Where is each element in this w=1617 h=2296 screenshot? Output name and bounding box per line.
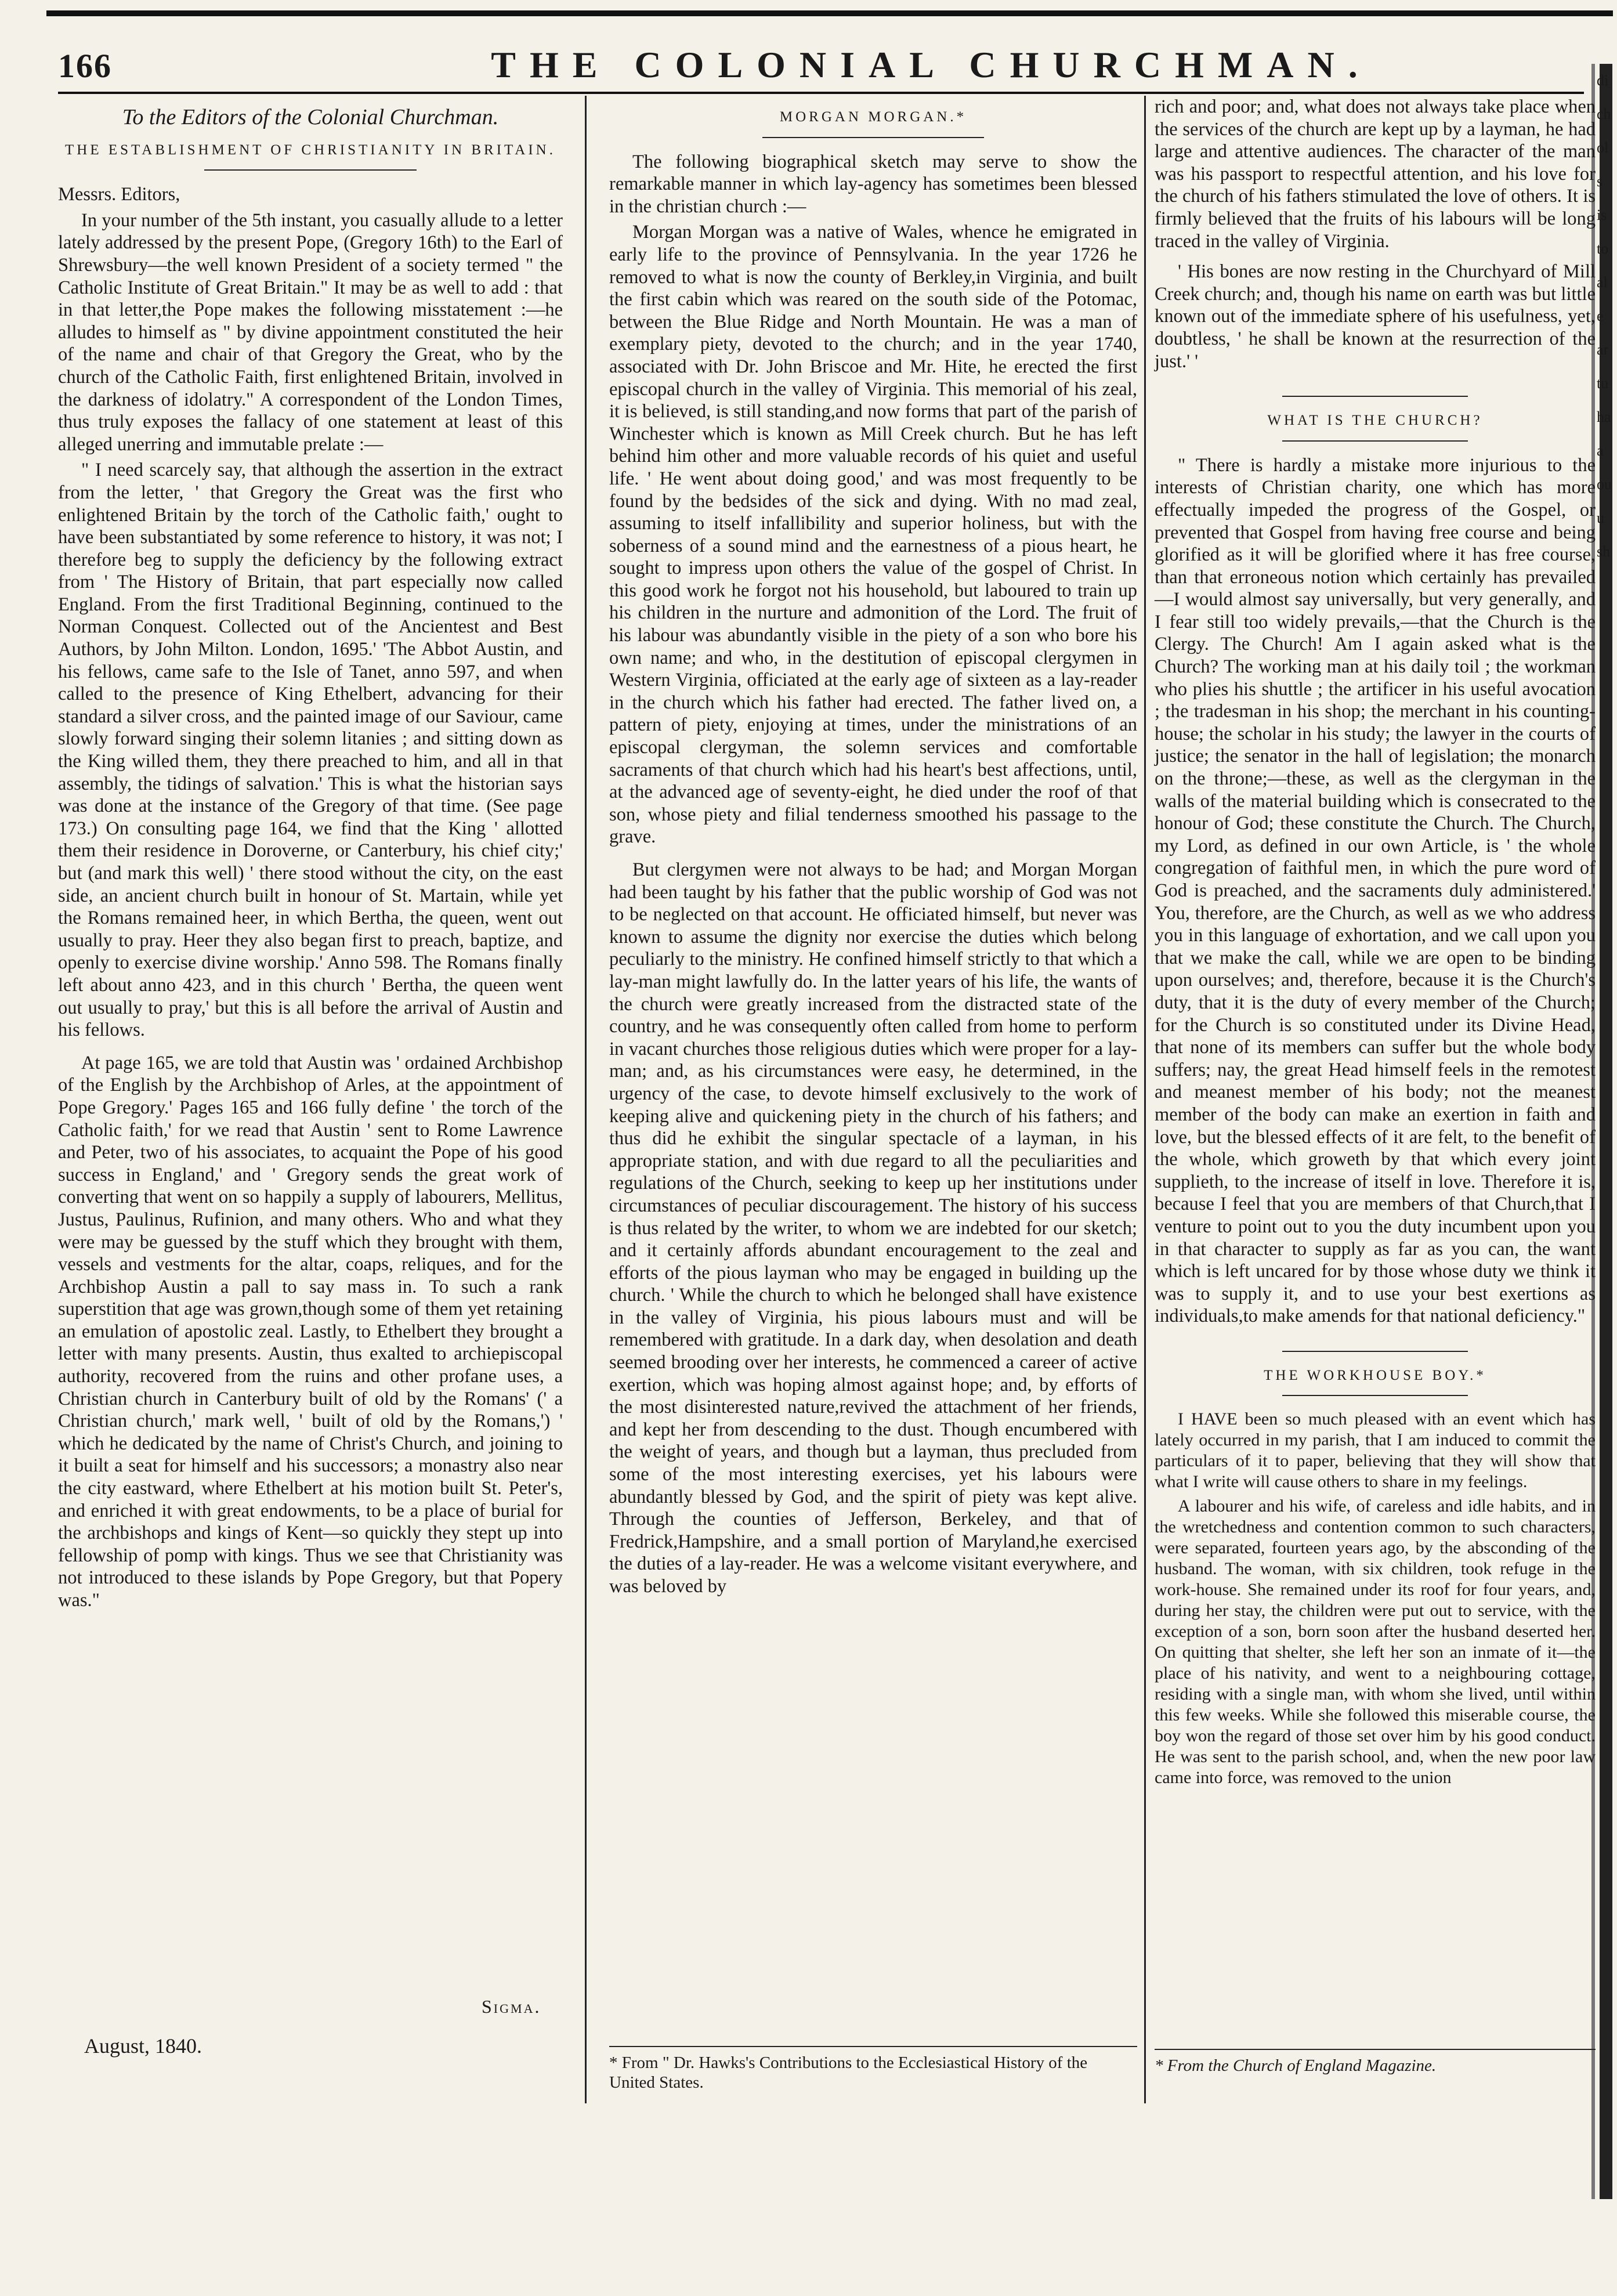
- margin-fragment: sh: [1597, 543, 1611, 560]
- heading-rule: [1282, 440, 1467, 442]
- paragraph: ' His bones are now resting in the Churchyard of Mill Creek church; and, though his name on earth was but little known out of the immediate sphere of his usefulness, yet, doubtless, ' he shall be known at the resurrection of the just.' ': [1155, 261, 1596, 372]
- page-number: 166: [58, 47, 112, 85]
- margin-fragment: ha: [1597, 408, 1611, 425]
- section-rule: [1282, 396, 1467, 397]
- paragraph: A labourer and his wife, of careless and idle habits, and in the wretchedness and contention common to such characters, were separated, fourteen years ago, by the absconding of the husband. The woman, with six children, took refuge in the work-house. She remained under its roof for four years, and, during her stay, the children were put out to service, with the exception of a son, born soon after the husband deserted her. On quitting that shelter, she left her son an inmate of it—the place of his nativity, and went to a neighbouring cottage, residing with a single man, with whom she lived, until within this few weeks. While she followed this miserable course, the boy won the regard of those set over him by his good conduct. He was sent to the parish school, and, when the new poor law came into force, was removed to the union: [1155, 1496, 1596, 1788]
- article-title-morgan: MORGAN MORGAN.*: [779, 109, 967, 125]
- article-title-workhouse: THE WORKHOUSE BOY.*: [1264, 1367, 1486, 1383]
- margin-fragment: a: [1597, 442, 1604, 459]
- column-3: [1155, 96, 1596, 1792]
- heading-rule: [1282, 1395, 1467, 1396]
- signature: Sigma.: [482, 1996, 541, 2017]
- margin-fragment: ar: [1597, 341, 1609, 358]
- footnote-workhouse: [1155, 2034, 1596, 2079]
- salutation: Messrs. Editors,: [58, 184, 180, 205]
- heading-rule: [204, 169, 416, 171]
- margin-fragment: is: [1597, 207, 1607, 223]
- quoted-paragraph: " I need scarcely say, that although the assertion in the extract from the letter, ' that Gregory the Great was the first who enlightened Britain by the torch of the Catholic faith,' ought to have been substantiated by some reference to history, it was not; I therefore beg to supply the deficiency by the following extract from ' The History of Britain, that part especially now called England. From the first Traditional Beginning, continued to the Norman Conquest. Collected out of the Ancientest and Best Authors, by John Milton. London, 1695.' 'The Abbot Austin, and his fellows, came safe to the Isle of Tanet, anno 597, and when called to the presence of King Ethelbert, advancing for their standard a silver cross, and the painted image of our Saviour, came slowly forward singing their solemn litanies ; and sitting down as the King willed them, they there preached to him, and all in that assembly, the tidings of salvation.' This is what the historian says was done at the instance of the Gregory of that time. (See page 173.) On consulting page 164, we find that the King ' allotted them their residence in Doroverne, or Canterbury, his chief city;' but (and mark this well) ' there stood without the city, on the east side, an ancient church built in honour of St. Martain, while yet the Romans remained heer, in which Bertha, the queen, went out usually to pray. Heer they also began first to preach, baptize, and openly to exercise divine worship.' Anno 598. The Romans finally left about anno 423, and in this church ' Bertha, the queen went out usually to pray,' but this is all before the arrival of Austin and his fellows.: [58, 460, 563, 1041]
- section-rule: [1282, 1351, 1467, 1352]
- paragraph: " There is hardly a mistake more injurious to the interests of Christian charity, one which has more effectually impeded the progress of the Gospel, or prevented that Gospel from having free course and being glorified as it will be glorified where it has free course, than that erroneous notion which certainly has prevailed —I would almost say universally, but very generally, and I fear still too widely prevails,—that the Church is the Clergy. The Church! Am I again asked what is the Church? The working man at his daily toil ; the workman who plies his shuttle ; the artificer in his useful avocation ; the tradesman in his shop; the merchant in his counting-house; the scholar in his study; the lawyer in the courts of justice; the senator in the hall of legislation; the monarch on the throne;—these, as well as the clergyman in the walls of the material building which is consecrated to the honour of God; these constitute the Church. The Church, my Lord, as defined in our own Article, is ' the whole congregation of faithful men, in which the pure word of God is preached, and the sacraments duly administered.' You, therefore, are the Church, as well as we who address you in this language of exhortation, and we call upon you that we make the call, while we are open to be binding upon ourselves; and, therefore, because it is the Church's duty, that it is the duty of every member of the Church; for the Church is so constituted under its Divine Head, that none of its members can suffer but the whole body suffers; nay, the great Head himself feels in the remotest and meanest member of his body; not the meanest member of the body can make an exertion in faith and love, but the blessed effects of it are felt, to the benefit of the whole, which groweth by that which every joint supplieth, to the increase of itself in love. Therefore it is, because I feel that you are members of that Church,that I venture to point out to you the duty incumbent upon you in that character to supply as far as you can, the want which is left uncared for by those whose duty we think it was to supply it, and to use your best exertions as individuals,to make amends for that national deficiency.": [1155, 454, 1596, 1327]
- article-title-church: WHAT IS THE CHURCH?: [1267, 413, 1483, 429]
- paragraph: In your number of the 5th instant, you casually allude to a letter lately addressed by the present Pope, (Gregory 16th) to the Earl of Shrewsbury—the well known President of a society termed " the Catholic Institute of Great Britain." It may be as well to add : that in that letter,the Pope makes the following misstatement :—he alludes to himself as " by divine appointment constituted the heir of the name and chair of that Gregory the Great, who by the church of the Catholic Faith, first enlightened Britain, involved in the darkness of idolatry." A correspondent of the London Times, thus truly exposes the fallacy of one statement at least of this alleged unerring and immutable prelate :—: [58, 209, 563, 455]
- article-title-establishment: THE ESTABLISHMENT OF CHRISTIANITY IN BRITAIN.: [65, 142, 556, 158]
- margin-fragment: tu: [1597, 375, 1609, 392]
- paragraph: But clergymen were not always to be had; and Morgan Morgan had been taught by his father that the public worship of God was not to be neglected on that account. He officiated himself, but never was known to assume the dignity nor exercise the duties which belong peculiarly to the ministry. He confined himself strictly to that which a lay-man might lawfully do. In the latter years of his life, the wants of the church were greatly increased from the distracted state of the country, and he was consequently often called from home to perform in vacant churches those religious duties which were proper for a lay-man; and, as his circumstances were easy, he determined, in the urgency of the case, to devote himself exclusively to the work of keeping alive and quickening piety in the church of his fathers; and thus did he exhibit the singular spectacle of a layman, in his appropriate station, and with due regard to all the peculiarities and regulations of the Church, seeking to keep up her institutions under circumstances of peculiar discouragement. The history of his success is thus related by the writer, to whom we are indebted for our sketch; and it certainly affords abundant encouragement to the zeal and efforts of the pious layman who may be engaged in building up the church. ' While the church to which he belonged shall have existence in the valley of Virginia, his pious labours must and will be remembered with gratitude. In a dark day, when desolation and death seemed brooding over her interests, he commenced a career of active exertion, which was hoping almost against hope; and, by efforts of the most disinterested nature,revived the attachment of her friends, and kept her from descending to the dust. Though encumbered with the weight of years, and though but a layman, thus precluded from some of the most interesting exercises, yet his labours were abundantly blessed by God, and the spirit of piety was kept alive. Through the counties of Jefferson, Berkeley, and that of Fredrick,Hampshire, and a small portion of Maryland,he exercised the duties of a lay-reader. He was a welcome visitant everywhere, and was beloved by: [609, 859, 1137, 1597]
- margin-fragment: di: [1597, 72, 1609, 89]
- top-border-rule: [46, 10, 1613, 16]
- margin-fragment: al: [1597, 274, 1608, 291]
- footnote-text: * From " Dr. Hawks's Contributions to the Ecclesiastical History of the United States.: [609, 2053, 1088, 2092]
- margin-fragment: ch: [1597, 106, 1611, 122]
- margin-fragment: ol: [1597, 139, 1609, 156]
- footnote-rule: [609, 2046, 1137, 2047]
- margin-fragment: e: [1597, 308, 1604, 324]
- paragraph: rich and poor; and, what does not always take place when the services of the church are kept up by a layman, he had large and attentive audiences. The character of the man was his passport to respectful attention, and his love for the church of his fathers stimulated the love of others. It is firmly believed that the fruits of his labours will be long traced in the valley of Virginia.: [1155, 96, 1596, 252]
- paragraph: At page 165, we are told that Austin was ' ordained Archbishop of the English by the Archbishop of Arles, at the appointment of Pope Gregory.' Pages 165 and 166 fully define ' the torch of the Catholic faith,' for we read that Austin ' sent to Rome Lawrence and Peter, two of his associates, to acquaint the Pope of his good success in England,' and ' Gregory sends the great work of converting that went on so happily a supply of labourers, Mellitus, Justus, Paulinus, Rufinion, and many others. Who and what they were may be guessed by the stuff which they brought with them, vessels and vestments for the altar, coaps, reliques, and for the Archbishop Austin a pall to say mass in. To such a rank superstition that age was grown,though some of them yet retaining an emulation of apostolic zeal. Lastly, to Ethelbert they brought a letter with many presents. Austin, thus exalted to archiepiscopal authority, recovered from the ruins and other profane uses, a Christian church in Canterbury built of old by the Romans' (' a Christian church,' mark well, ' built of old by the Romans,') ' which he dedicated by the name of Christ's Church, and joining to it built a seat for himself and his successors; a monastry also near the city eastward, where Ethelbert at his motion built St. Peter's, and enriched it with great endowments, to be a place of burial for the archbishops and kings of Kent—so quickly they stept up into fellowship of pomp with kings. Thus we see that Christianity was not introduced to these islands by Pope Gregory, but that Popery was.": [58, 1052, 563, 1611]
- column-2: [609, 96, 1137, 1601]
- masthead-rule: [58, 92, 1584, 94]
- paragraph: Morgan Morgan was a native of Wales, whence he emigrated in early life to the province of Pennsylvania. In the year 1726 he removed to what is now the county of Berkley,in Virginia, and built the first cabin which was reared on the south side of the Potomac, between the Blue Ridge and North Mountain. He was a man of exemplary piety, devoted to the church; and in the year 1740, associated with Dr. John Briscoe and Mr. Hite, he erected the first episcopal church in the valley of Virginia. This memorial of his zeal, it is believed, is still standing,and now forms that part of the parish of Winchester which is known as Mill Creek church. But he has left behind him other and more valuable records of his quiet and useful life. ' He went about doing good,' and was most frequently to be found by the bedsides of the sick and dying. With no mad zeal, assuming to itself infallibility and superior holiness, but with the soberness of a sound mind and the earnestness of a pious heart, he sought to impress upon others the value of the gospel of Christ. In this good work he forgot not his household, but laboured to train up his children in the nurture and admonition of the Lord. The fruit of his labour was abundantly visible in the piety of a son who bore his own name; and who, in the destitution of episcopal clergymen in Western Virginia, officiated at the early age of sixteen as a lay-reader in the church which his father had erected. The father lived on, a pattern of piety, enjoying at times, under the ministrations of an episcopal clergyman, the solemn services and comfortable sacraments of that church which had his heart's best affections, until, at the advanced age of seventy-eight, he died under the roof of that son, whose piety and filial tenderness smoothed his passage to the grave.: [609, 222, 1137, 848]
- letter-heading: To the Editors of the Colonial Churchman.: [122, 105, 499, 129]
- footnote-morgan: [609, 2031, 1137, 2096]
- newspaper-title: THE COLONIAL CHURCHMAN.: [491, 44, 1372, 85]
- masthead: [58, 41, 1584, 96]
- column-rule-2: [1144, 96, 1146, 2103]
- adjacent-page-fragments: [1597, 64, 1614, 569]
- heading-rule: [762, 137, 984, 138]
- paragraph: The following biographical sketch may serve to show the remarkable manner in which lay-agency has sometimes been blessed in the christian church :—: [609, 151, 1137, 217]
- margin-fragment: to: [1597, 240, 1609, 257]
- column-rule-1: [585, 96, 587, 2103]
- column-1: [58, 96, 563, 1615]
- footnote-rule: [1155, 2049, 1596, 2050]
- paragraph: I HAVE been so much pleased with an event which has lately occurred in my parish, that I am induced to commit the particulars of it to paper, believing that they will show that what I write will cause others to share in my feelings.: [1155, 1409, 1596, 1492]
- margin-fragment: ou: [1597, 476, 1612, 493]
- margin-fragment: s: [1597, 173, 1603, 190]
- footnote-text: * From the Church of England Magazine.: [1155, 2056, 1437, 2075]
- margin-fragment: u: [1597, 509, 1604, 526]
- letter-date: August, 1840.: [84, 2034, 202, 2058]
